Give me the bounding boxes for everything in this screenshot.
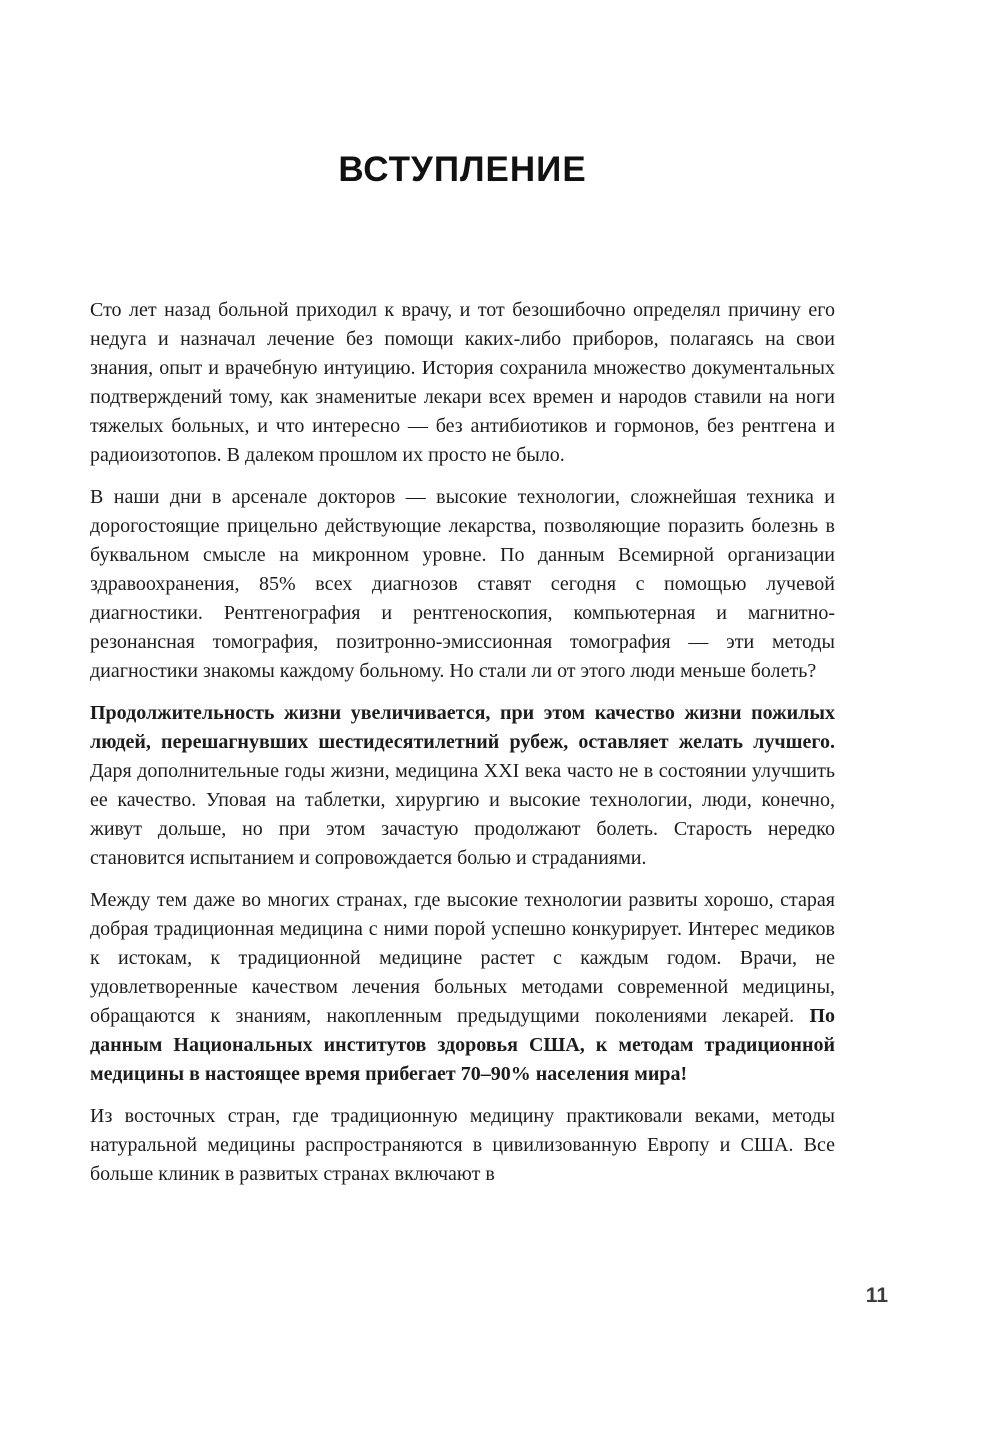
paragraph: [90, 886, 835, 1089]
paragraph: [90, 699, 835, 873]
paragraph: [90, 1102, 835, 1189]
paragraph-text-bold: Продолжительность жизни увеличивается, при этом качество жизни пожилых людей, перешагнувших шестидесятилетний рубеж, оставляет желать лучшего.: [90, 702, 835, 753]
paragraph-text: Из восточных стран, где традиционную медицину практиковали веками, методы натуральной медицины распространяются в цивилизованную Европу и США. Все больше клиник в развитых странах включают в: [90, 1105, 835, 1185]
paragraph-text-bold: По данным Национальных институтов здоровья США, к методам традиционной медицины в настоящее время прибегает 70–90% населения мира!: [90, 1005, 835, 1085]
paragraph-text: В наши дни в арсенале докторов — высокие технологии, сложнейшая техника и дорогостоящие прицельно действующие лекарства, позволяющие поразить болезнь в буквальном смысле на микронном уровне. По данным Всемирной организации здравоохранения, 85% всех диагнозов ставят сегодня с помощью лучевой диагностики. Рентгенография и рентгеноскопия, компьютерная и магнитно-резонансная томография, позитронно-эмиссионная томография — эти методы диагностики знакомы каждому больному. Но стали ли от этого люди меньше болеть?: [90, 486, 835, 682]
chapter-title: ВСТУПЛЕНИЕ: [338, 150, 587, 189]
paragraph: [90, 483, 835, 686]
page-number: 11: [865, 1284, 888, 1307]
paragraph: [90, 296, 835, 470]
paragraphs-container: [90, 296, 835, 1189]
paragraph-text: Между тем даже во многих странах, где высокие технологии развиты хорошо, старая добрая традиционная медицина с ними порой успешно конкурирует. Интерес медиков к истокам, к традиционной медицине растет с каждым годом. Врачи, не удовлетворенные качеством лечения больных методами современной медицины, обращаются к знаниям, накопленным предыдущими поколениями лекарей.: [90, 889, 835, 1027]
paragraph-text: Даря дополнительные годы жизни, медицина XXI века часто не в состоянии улучшить ее качество. Уповая на таблетки, хирургию и высокие технологии, люди, конечно, живут дольше, но при этом зачастую продолжают болеть. Старость нередко становится испытанием и сопровождается болью и страданиями.: [90, 760, 835, 869]
paragraph-text: Сто лет назад больной приходил к врачу, и тот безошибочно определял причину его недуга и назначал лечение без помощи каких-либо приборов, полагаясь на свои знания, опыт и врачебную интуицию. История сохранила множество документальных подтверждений тому, как знаменитые лекари всех времен и народов ставили на ноги тяжелых больных, и что интересно — без антибиотиков и гормонов, без рентгена и радиоизотопов. В далеком прошлом их просто не было.: [90, 299, 835, 466]
